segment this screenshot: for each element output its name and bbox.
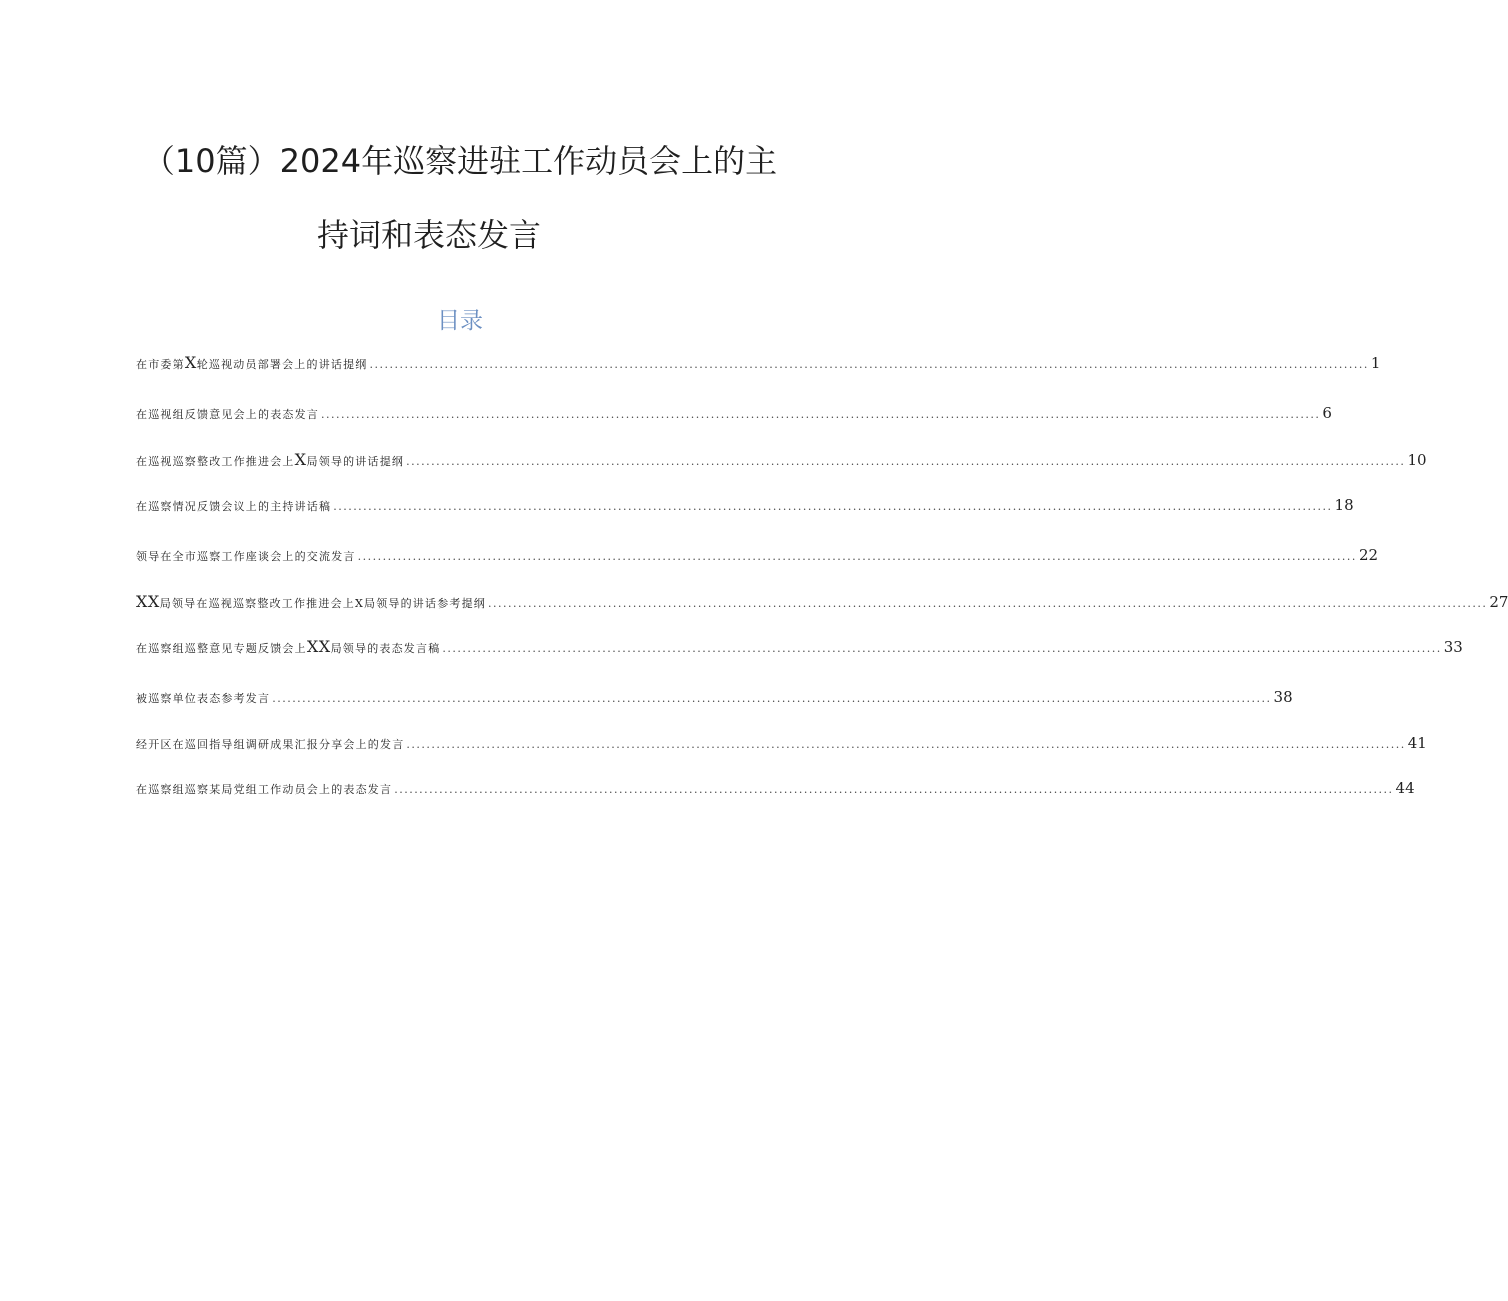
toc-entry[interactable] <box>136 728 1427 752</box>
toc-entry-title <box>136 592 486 611</box>
toc-entry[interactable] <box>136 682 1293 706</box>
toc-dot-leader: ........................................................................................................................................................................................................ <box>357 550 1357 563</box>
toc-entry-title <box>136 450 404 469</box>
toc-entry-title <box>136 403 319 422</box>
toc-page-number: 18 <box>1334 496 1354 514</box>
toc-entry-title-suffix: 局领导的讲话提纲 <box>306 455 405 468</box>
toc-entry-title-prefix: 在巡察情况反馈会议上的主持讲话稿 <box>136 500 332 513</box>
toc-entry[interactable] <box>136 398 1332 422</box>
toc-dot-leader: ........................................................................................................................................................................................................ <box>406 455 1406 468</box>
toc-entry[interactable] <box>136 540 1379 564</box>
toc-entry-title <box>136 545 356 564</box>
toc-entry-title-prefix: 在巡察组巡察某局党组工作动员会上的表态发言 <box>136 783 393 796</box>
toc-dot-leader: ........................................................................................................................................................................................................ <box>406 738 1406 751</box>
toc-entry[interactable] <box>136 773 1415 797</box>
toc-page-number: 38 <box>1273 688 1293 706</box>
toc-entry[interactable] <box>136 587 1508 611</box>
toc-dot-leader: ........................................................................................................................................................................................................ <box>333 500 1333 513</box>
toc-entry-title-marker: X <box>184 353 197 372</box>
toc-entry-title-suffix: 局领导的表态发言稿 <box>330 642 441 655</box>
toc-entry-title <box>136 733 404 752</box>
document-title-line1: （10篇）2024年巡察进驻工作动员会上的主 <box>142 142 778 180</box>
toc-dot-leader: ........................................................................................................................................................................................................ <box>394 783 1394 796</box>
toc-page-number: 10 <box>1407 451 1427 469</box>
toc-dot-leader: ........................................................................................................................................................................................................ <box>488 597 1488 610</box>
toc-page-number: 27 <box>1489 593 1508 611</box>
toc-page-number: 6 <box>1322 404 1332 422</box>
toc-entry-title-marker: XX <box>136 592 160 611</box>
toc-entry-title <box>136 495 331 514</box>
document-title-line2: 持词和表态发言 <box>316 216 541 254</box>
toc-dot-leader: ........................................................................................................................................................................................................ <box>442 642 1442 655</box>
toc-entry-title-prefix: 在巡视组反馈意见会上的表态发言 <box>136 408 319 421</box>
toc-dot-leader: ........................................................................................................................................................................................................ <box>272 692 1272 705</box>
toc-entry-title-prefix: 经开区在巡回指导组调研成果汇报分享会上的发言 <box>136 738 405 751</box>
toc-entry-title <box>136 778 392 797</box>
toc-entry-title-prefix: 在市委第 <box>136 358 185 371</box>
toc-entry-title-suffix: 局领导在巡视巡察整改工作推进会上X局领导的讲话参考提纲 <box>159 597 487 610</box>
toc-entry-title-suffix: 轮巡视动员部署会上的讲话提纲 <box>196 358 368 371</box>
toc-page-number: 41 <box>1407 734 1427 752</box>
toc-page-number: 22 <box>1358 546 1379 564</box>
toc-heading: 目录 <box>437 308 483 334</box>
toc-page-number: 44 <box>1395 779 1415 797</box>
toc-entry[interactable] <box>136 445 1427 469</box>
toc-entry-title-prefix: 被巡察单位表态参考发言 <box>136 692 271 705</box>
toc-entry-title <box>136 687 270 706</box>
toc-entry[interactable] <box>136 490 1354 514</box>
toc-entry-title-marker: XX <box>306 637 331 656</box>
toc-entry-title-prefix: 在巡视巡察整改工作推进会上 <box>136 455 295 468</box>
toc-dot-leader: ........................................................................................................................................................................................................ <box>321 408 1321 421</box>
toc-entry-title-marker: X <box>294 450 307 469</box>
toc-entry-title-prefix: 领导在全市巡察工作座谈会上的交流发言 <box>136 550 356 563</box>
toc-page-number: 33 <box>1443 638 1463 656</box>
toc-entry-title <box>136 637 440 656</box>
toc-entry[interactable] <box>136 632 1463 656</box>
toc-entry-title-prefix: 在巡察组巡整意见专题反馈会上 <box>136 642 307 655</box>
toc-page-number: 1 <box>1370 354 1381 372</box>
toc-entry[interactable] <box>136 348 1381 372</box>
toc-dot-leader: ........................................................................................................................................................................................................ <box>369 358 1369 371</box>
toc-entry-title <box>136 353 368 372</box>
